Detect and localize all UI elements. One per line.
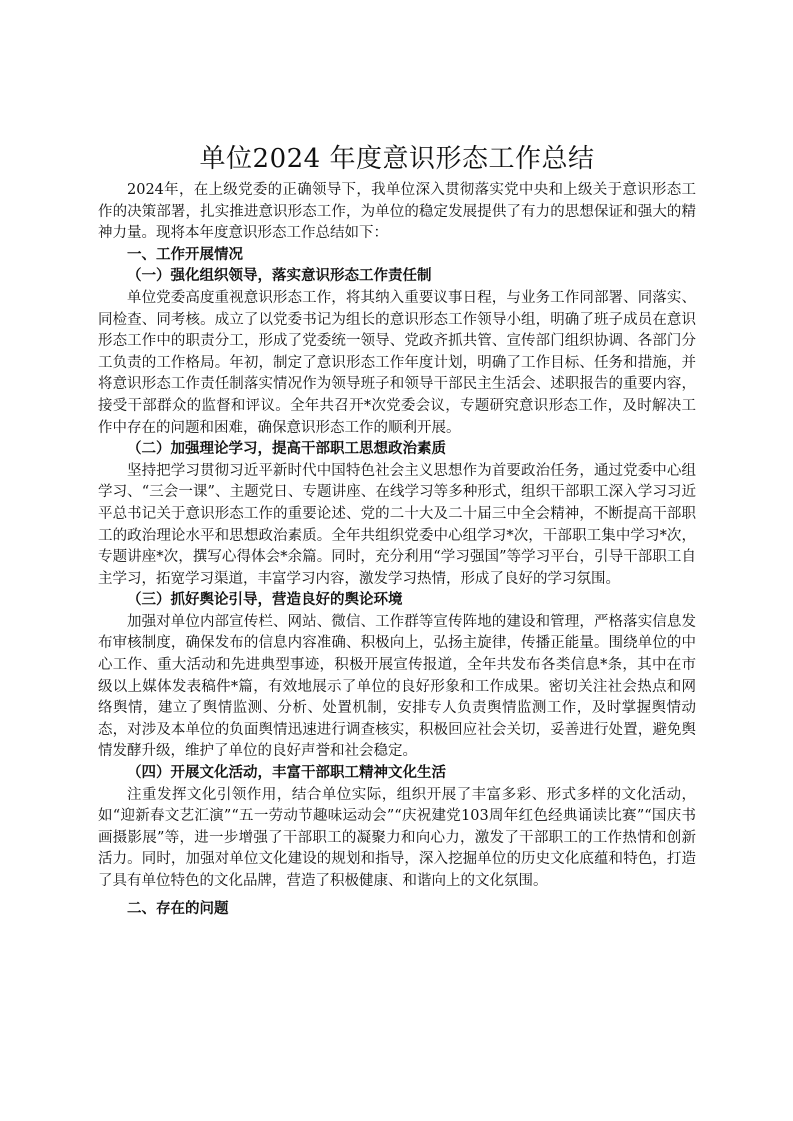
document-page	[98, 140, 696, 920]
subsection-heading-theory-study: （二）加强理论学习，提高干部职工思想政治素质	[127, 441, 446, 458]
document-title: 单位2024 年度意识形态工作总结	[199, 144, 595, 174]
subsection-body-public-opinion: 加强对单位内部宣传栏、网站、微信、工作群等宣传阵地的建设和管理，严格落实信息发布审核制度，确保发布的信息内容准确、积极向上，弘扬主旋律，传播正能量。围绕单位的中心工作、重大活动和先进典型事迹，积极开展宣传报道，全年共发布各类信息*条，其中在市级以上媒体发表稿件*篇，有效地展示了单位的良好形象和工作成果。密切关注社会热点和网络舆情，建立了舆情监测、分析、处置机制，安排专人负责舆情监测工作，及时掌握舆情动态，对涉及本单位的负面舆情迅速进行调查核实，积极回应社会关切，妥善进行处置，避免舆情发酵升级，维护了单位的良好声誉和社会稳定。	[98, 613, 696, 760]
intro-paragraph: 2024年，在上级党委的正确领导下，我单位深入贯彻落实党中央和上级关于意识形态工作的决策部署，扎实推进意识形态工作，为单位的稳定发展提供了有力的思想保证和强大的精神力量。现将本年度意识形态工作总结如下：	[98, 182, 696, 242]
section-heading-problems: 二、存在的问题	[127, 900, 229, 917]
subsection-body-culture: 注重发挥文化引领作用，结合单位实际，组织开展了丰富多彩、形式多样的文化活动，如“迎新春文艺汇演”“五一劳动节趣味运动会”“庆祝建党103周年红色经典诵读比赛”“国庆书画摄影展”等，进一步增强了干部职工的凝聚力和向心力，激发了干部职工的工作热情和创新活力。同时，加强对单位文化建设的规划和指导，深入挖掘单位的历史文化底蕴和特色，打造了具有单位特色的文化品牌，营造了积极健康、和谐向上的文化氛围。	[98, 786, 696, 889]
section-heading-work-progress: 一、工作开展情况	[127, 246, 243, 263]
subsection-body-organization: 单位党委高度重视意识形态工作，将其纳入重要议事日程，与业务工作同部署、同落实、同检查、同考核。成立了以党委书记为组长的意识形态工作领导小组，明确了班子成员在意识形态工作中的职责分工，形成了党委统一领导、党政齐抓共管、宣传部门组织协调、各部门分工负责的工作格局。年初，制定了意识形态工作年度计划，明确了工作目标、任务和措施，并将意识形态工作责任制落实情况作为领导班子和领导干部民主生活会、述职报告的重要内容，接受干部群众的监督和评议。全年共召开*次党委会议，专题研究意识形态工作，及时解决工作中存在的问题和困难，确保意识形态工作的顺利开展。	[98, 289, 696, 436]
subsection-body-theory-study: 坚持把学习贯彻习近平新时代中国特色社会主义思想作为首要政治任务，通过党委中心组学习、“三会一课”、主题党日、专题讲座、在线学习等多种形式，组织干部职工深入学习习近平总书记关于意识形态工作的重要论述、党的二十大及二十届三中全会精神，不断提高干部职工的政治理论水平和思想政治素质。全年共组织党委中心组学习*次，干部职工集中学习*次，专题讲座*次，撰写心得体会*余篇。同时，充分利用“学习强国”等学习平台，引导干部职工自主学习，拓宽学习渠道，丰富学习内容，激发学习热情，形成了良好的学习氛围。	[98, 462, 696, 587]
subsection-heading-public-opinion: （三）抓好舆论引导，营造良好的舆论环境	[127, 592, 403, 609]
subsection-heading-organization: （一）强化组织领导，落实意识形态工作责任制	[127, 268, 432, 285]
subsection-heading-culture: （四）开展文化活动，丰富干部职工精神文化生活	[127, 765, 446, 782]
